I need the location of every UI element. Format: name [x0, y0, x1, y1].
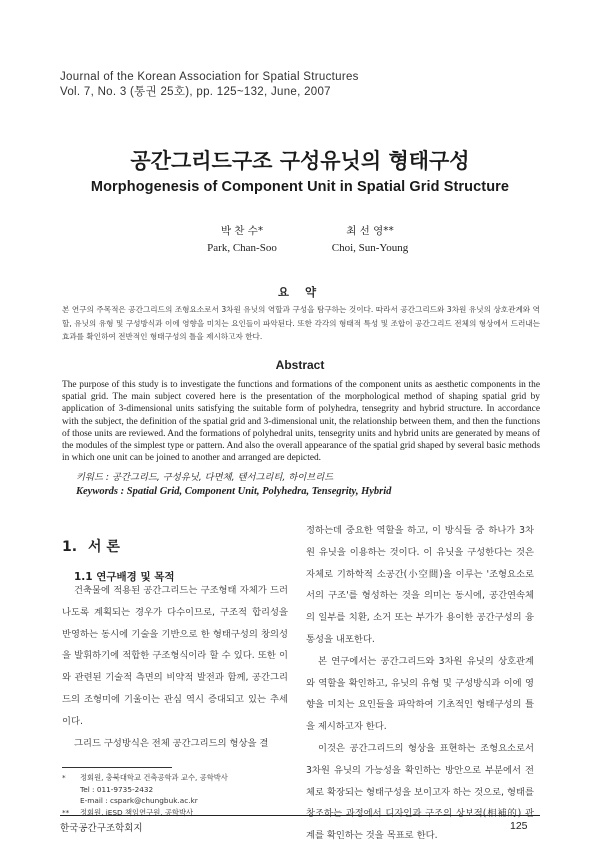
footnote-1-email: E-mail : cspark@chungbuk.ac.kr — [80, 796, 198, 805]
abstract-text: The purpose of this study is to investigate the functions and formations of the component units as aesthetic components in the spatial grid. The main subject covered here is the presentation of the morphological method of shaping spatial grid by application of 3-dimensional units satisfying the suitable form of polyhedra, tensegrity and hybrid structure. In accordance with the subject, the definition of the spatial grid and 3-dimensional unit, the relationship between them, and then the functions of those units are reviewed. And the formations of polyhedral units, tensegrity units and hybrid units are generated by means of the modules of the simplest type or pattern. And also the overall appearance of the spatial grid shaped by several basic methods in which one unit can be joined to another and arranged are depicted. — [62, 380, 540, 464]
author-1-name-ko: 박 찬 수* — [220, 225, 264, 237]
author-2-name-ko: 최 선 영** — [346, 225, 394, 237]
korean-abstract-text: 본 연구의 주목적은 공간그리드의 조형요소로서 3차원 유닛의 역할과 구성을 탐구하는 것이다. 따라서 공간그리드와 3차원 유닛의 상호관계와 역할, 유닛의 유형 및 구성방식과 이에 영향을 미치는 요인들이 파악된다. 또한 각각의 형태적 특성 및 조합이 공간그리드 전체의 형상에서 드러내는 효과를 확인하여 전반적인 형태구성의 틀을 제시하고자 한다. — [62, 305, 540, 341]
footnote-divider — [62, 767, 172, 768]
section-number: 1. — [62, 539, 78, 555]
section-title: 서 론 — [87, 539, 120, 555]
right-paragraph-2: 본 연구에서는 공간그리드와 3차원 유닛의 상호관계와 역할을 확인하고, 유닛의 유형 및 구성방식과 이에 영향을 미치는 요인들을 파악하여 기초적인 형태구성의 틀을 제시하고자 한다. — [306, 655, 534, 733]
footnote-1-mark: * — [62, 773, 66, 782]
journal-header — [60, 70, 359, 100]
title-english: Morphogenesis of Component Unit in Spatial Grid Structure — [90, 179, 510, 195]
right-paragraph-3: 이것은 공간그리드의 형상을 표현하는 조형요소로서 3차원 유닛의 가능성을 확인하는 방안으로 부분에서 전체로 확장되는 형태구성을 보이고자 하는 것으로, 형태를 창조하는 과정에서 디자인과 구조의 상보적(相補的) 관계를 확인하는 것을 목표로 한다. — [306, 742, 534, 842]
left-paragraph-2: 그리드 구성방식은 전체 공간그리드의 형상을 결 — [74, 737, 269, 749]
section-heading — [62, 536, 120, 556]
footnote-1-affiliation: 정회원, 충북대학교 건축공학과 교수, 공학박사 — [80, 773, 228, 782]
footnotes — [62, 772, 302, 818]
footnote-2 — [62, 807, 302, 819]
footnote-2-affiliation: 정회원, iESD 책임연구원, 공학박사 — [80, 807, 194, 817]
right-column — [306, 520, 534, 847]
right-paragraph-1: 정하는데 중요한 역할을 하고, 이 방식들 중 하나가 3차원 유닛을 이용하는 것이다. 이 유닛을 구성한다는 것은 자체로 기하학적 소공간(小空間)을 이루는 '조형요소로서의 구조'를 형성하는 것을 의미는 동시에, 공간연속체의 일부를 치환, 소거 또는 부가가 용이한 공간구성의 융통성을 내포한다. — [306, 525, 534, 645]
author-2 — [270, 223, 470, 257]
author-2-name-en: Choi, Sun-Young — [331, 242, 409, 254]
keywords-english — [76, 486, 391, 497]
footer-journal-name: 한국공간구조학회지 — [60, 823, 143, 834]
abstract-heading: Abstract — [275, 358, 325, 372]
left-column — [62, 580, 288, 754]
footnote-2-mark: ** — [62, 807, 70, 817]
subsection-heading: 1.1 연구배경 및 목적 — [74, 571, 175, 583]
title-korean: 공간그리드구조 구성유닛의 형태구성 — [130, 149, 470, 173]
journal-name: Journal of the Korean Association for Spatial Structures — [60, 71, 359, 83]
journal-volume: Vol. 7, No. 3 (통권 25호), pp. 125~132, June, 2007 — [60, 86, 331, 98]
page-number: 125 — [510, 820, 528, 832]
keywords-label: Keywords : — [76, 486, 127, 497]
left-paragraph-1: 건축물에 적용된 공간그리드는 구조형태 자체가 드러나도록 계획되는 경우가 다수이므로, 구조적 합리성을 반영하는 동시에 기술을 기반으로 한 형태구성의 창의성을 발휘하기에 적합한 구조형식이라 할 수 있다. 또한 이와 관련된 기술적 측면의 비약적 발전과 함께, 공간그리드의 조형미에 기울이는 관심 역시 증대되고 있는 추세이다. — [62, 585, 288, 727]
footnote-1-tel: Tel : 011-9735-2432 — [80, 784, 154, 794]
korean-abstract-heading: 요 약 — [277, 285, 323, 299]
footnote-1 — [62, 772, 302, 807]
keywords-korean: 키워드 : 공간그리드, 구성유닛, 다면체, 텐서그리티, 하이브리드 — [76, 472, 334, 483]
keywords-list: Spatial Grid, Component Unit, Polyhedra, Tensegrity, Hybrid — [126, 486, 392, 497]
footer-divider — [60, 815, 540, 816]
author-1-name-en: Park, Chan-Soo — [207, 242, 277, 254]
